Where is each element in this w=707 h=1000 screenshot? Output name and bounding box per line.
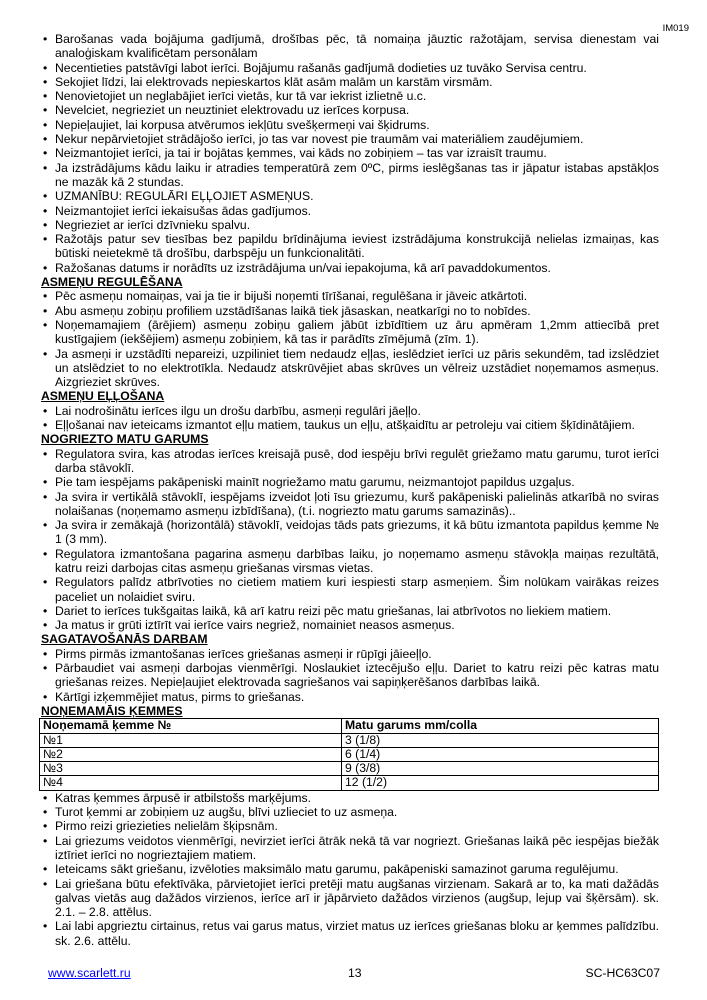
list-item: • Lai griezums veidotos vienmērīgi, nevirziet ierīci ātrāk nekā tā var nogriezt. Griešanas laikā pēc iespējas biežāk iztīriet ierīci no nogrieztajiem matiem. — [41, 834, 659, 863]
list-item: • Sekojiet līdzi, lai elektrovads nepieskartos klāt asām malām un karstām virsmām. — [41, 75, 659, 89]
list-item: • Regulatora izmantošana pagarina asmeņu darbības laiku, jo noņemamo asmeņu stāvokļa maiņas rezultātā, katru reizi darbojas citas asmeņu griešanas virsmas vietas. — [41, 547, 659, 576]
table-row — [40, 762, 659, 776]
page-number: 13 — [348, 966, 362, 980]
list-item: • Pirms pirmās izmantošanas ierīces griešanas asmeņi ir rūpīgi jāieeļļo. — [41, 647, 659, 661]
list-item: • UZMANĪBU: REGULĀRI EĻĻOJIET ASMEŅUS. — [41, 189, 659, 203]
section-heading: NOGRIEZTO MATU GARUMS — [41, 432, 209, 447]
table-row — [40, 733, 659, 747]
section-heading: ASMEŅU REGULĒŠANA — [41, 275, 183, 290]
list-item: • Ja svira ir zemākajā (horizontālā) stāvoklī, veidojas tāds pats griezums, it kā būtu izmantota papildus ķemme № 1 (3 mm). — [41, 518, 659, 547]
list-item: • Neizmantojiet ierīci, ja tai ir bojātas ķemmes, vai kāds no zobiņiem – tas var izraisīt traumu. — [41, 146, 659, 160]
list-item: • Nenovietojiet un neglabājiet ierīci vietās, kur tā var iekrist izlietnē u.c. — [41, 89, 659, 103]
list-item: • Lai griešana būtu efektīvāka, pārvietojiet ierīci pretēji matu augšanas virzienam. Sakarā ar to, ka mati dažādās galvas vietās aug dažādos virzienos, ierīce arī ir jāpārvieto dažādos virzienos (augšup, lejup vai šķērsām). sk. 2.1. – 2.8. attēlus. — [41, 877, 659, 920]
table-cell: №3 — [40, 762, 342, 776]
manual-content — [41, 32, 659, 948]
table-row — [40, 747, 659, 761]
table-header-row — [40, 719, 659, 733]
list-item: • Ražošanas datums ir norādīts uz izstrādājuma un/vai iepakojuma, kā arī pavaddokumentos. — [41, 261, 659, 275]
list-item: • Abu asmeņu zobiņu profiliem uzstādīšanas laikā tiek jāsaskan, neatkarīgi no to nobīdes. — [41, 304, 659, 318]
cut-length-list — [41, 447, 659, 633]
list-item: • Ieteicams sākt griešanu, izvēloties maksimālo matu garumu, pakāpeniski samazinot garuma regulējumu. — [41, 862, 659, 876]
list-item: • Nekur nepārvietojiet strādājošo ierīci, jo tas var novest pie traumām vai materiāliem zaudējumiem. — [41, 132, 659, 146]
table-header-cell: Noņemamā ķemme № — [40, 719, 342, 733]
list-item: • Ja asmeņi ir uzstādīti nepareizi, uzpiliniet tiem nedaudz eļļas, ieslēdziet ierīci uz pāris sekundēm, tad izslēdziet un atslēdziet to no elektrotīkla. Nedaudz atskrūvējiet abas skrūves un vēlreiz uzstādiet noņemamos asmeņus. Aizgrieziet skrūves. — [41, 347, 659, 390]
table-cell: 12 (1/2) — [342, 776, 659, 790]
list-item: • Lai labi apgrieztu cirtainus, retus vai garus matus, virziet matus uz ierīces griešanas bloku ar ķemmes palīdzību. sk. 2.6. attēlu. — [41, 919, 659, 948]
table-cell: 9 (3/8) — [342, 762, 659, 776]
list-item: • Pie tam iespējams pakāpeniski mainīt nogriežamo matu garumu, neizmantojot papildus uzgaļus. — [41, 475, 659, 489]
list-item: • Ražotājs patur sev tiesības bez papildu brīdinājuma ieviest izstrādājuma konstrukcijā nelielas izmaiņas, kas būtiski neietekmē tā drošību, darbspēju un funkcionalitāti. — [41, 232, 659, 261]
combs-table — [39, 718, 659, 790]
list-item: • Ja svira ir vertikālā stāvoklī, iespējams izveidot ļoti īsu griezumu, kurš pakāpeniski palielinās atkarībā no sviras nolaišanas (noņemamo asmeņu izbīdīšana), (t.i. nogriezto matu garums samazinās).. — [41, 490, 659, 519]
list-item: • Turot ķemmi ar zobiņiem uz augšu, blīvi uzlieciet to uz asmeņa. — [41, 805, 659, 819]
list-item: • Pirmo reizi griezieties nelielām šķipsnām. — [41, 819, 659, 833]
list-item: • Ja izstrādājums kādu laiku ir atradies temperatūrā zem 0ºC, pirms ieslēgšanas tas ir jāpatur istabas apstākļos ne mazāk kā 2 stundas. — [41, 161, 659, 190]
list-item: • Nevelciet, negrieziet un neuztiniet elektrovadu uz ierīces korpusa. — [41, 103, 659, 117]
table-row — [40, 776, 659, 790]
list-item: • Regulators palīdz atbrīvoties no cietiem matiem kuri iespiesti starp asmeņiem. Šim nolūkam vairākas reizes paceliet un nolaidiet sviru. — [41, 575, 659, 604]
preparation-list — [41, 647, 659, 704]
safety-list — [41, 32, 659, 275]
list-item: • Regulatora svira, kas atrodas ierīces kreisajā pusē, dod iespēju brīvi regulēt griežamo matu garumu, turot ierīci darba stāvoklī. — [41, 447, 659, 476]
list-item: • Dariet to ierīces tukšgaitas laikā, kā arī katru reizi pēc matu griešanas, lai atbrīvotos no liekiem matiem. — [41, 604, 659, 618]
list-item: • Kārtīgi izķemmējiet matus, pirms to griešanas. — [41, 690, 659, 704]
combs-list — [41, 791, 659, 948]
list-item: • Barošanas vada bojājuma gadījumā, drošības pēc, tā nomaiņa jāuztic ražotājam, servisa dienestam vai analoģiskam kvalificētam personālam — [41, 32, 659, 61]
table-cell: №4 — [40, 776, 342, 790]
table-cell: 3 (1/8) — [342, 733, 659, 747]
list-item: • Noņemamajiem (ārējiem) asmeņu zobiņu galiem jābūt izbīdītiem uz āru apmēram 1,2mm attiecībā pret kustīgajiem (iekšējiem) asmeņu zobiņiem, kā tas ir parādīts zīmējumā (zīm. 1). — [41, 318, 659, 347]
list-item: • Necentieties patstāvīgi labot ierīci. Bojājumu rašanās gadījumā dodieties uz tuvāko Servisa centru. — [41, 61, 659, 75]
table-header-cell: Matu garums mm/colla — [342, 719, 659, 733]
list-item: • Pārbaudiet vai asmeņi darbojas vienmērīgi. Noslaukiet iztecējušo eļļu. Dariet to katru reizi pēc katras matu griešanas reizes. Nepieļaujiet elektrovada sagriešanos vai sapiņķerēšanos darbības laikā. — [41, 661, 659, 690]
list-item: • Katras ķemmes ārpusē ir atbilstošs marķējums. — [41, 791, 659, 805]
model-number: SC-HC63C07 — [585, 966, 660, 980]
list-item: • Eļļošanai nav ieteicams izmantot eļļu matiem, taukus un eļļu, atšķaidītu ar petroleju vai citiem šķīdinātājiem. — [41, 418, 659, 432]
table-cell: №1 — [40, 733, 342, 747]
blade-oiling-list — [41, 404, 659, 433]
list-item: • Nepieļaujiet, lai korpusa atvērumos iekļūtu svešķermeņi vai šķidrums. — [41, 118, 659, 132]
section-heading: SAGATAVOŠANĀS DARBAM — [41, 632, 208, 647]
list-item: • Lai nodrošinātu ierīces ilgu un drošu darbību, asmeņi regulāri jāeļļo. — [41, 404, 659, 418]
list-item: • Ja matus ir grūti iztīrīt vai ierīce vairs negriež, nomainiet neasos asmeņus. — [41, 618, 659, 632]
section-heading: NOŅEMAMĀIS ĶEMMES — [41, 703, 183, 718]
table-cell: №2 — [40, 747, 342, 761]
section-heading: ASMEŅU EĻĻOŠANA — [41, 389, 165, 404]
list-item: • Neizmantojiet ierīci iekaisušas ādas gadījumos. — [41, 204, 659, 218]
list-item: • Pēc asmeņu nomaiņas, vai ja tie ir bijuši noņemti tīrīšanai, regulēšana ir jāveic atkārtoti. — [41, 289, 659, 303]
document-code: IM019 — [662, 23, 689, 34]
website-link[interactable]: www.scarlett.ru — [48, 966, 131, 980]
blade-adjustment-list — [41, 289, 659, 389]
list-item: • Negrieziet ar ierīci dzīvnieku spalvu. — [41, 218, 659, 232]
table-cell: 6 (1/4) — [342, 747, 659, 761]
